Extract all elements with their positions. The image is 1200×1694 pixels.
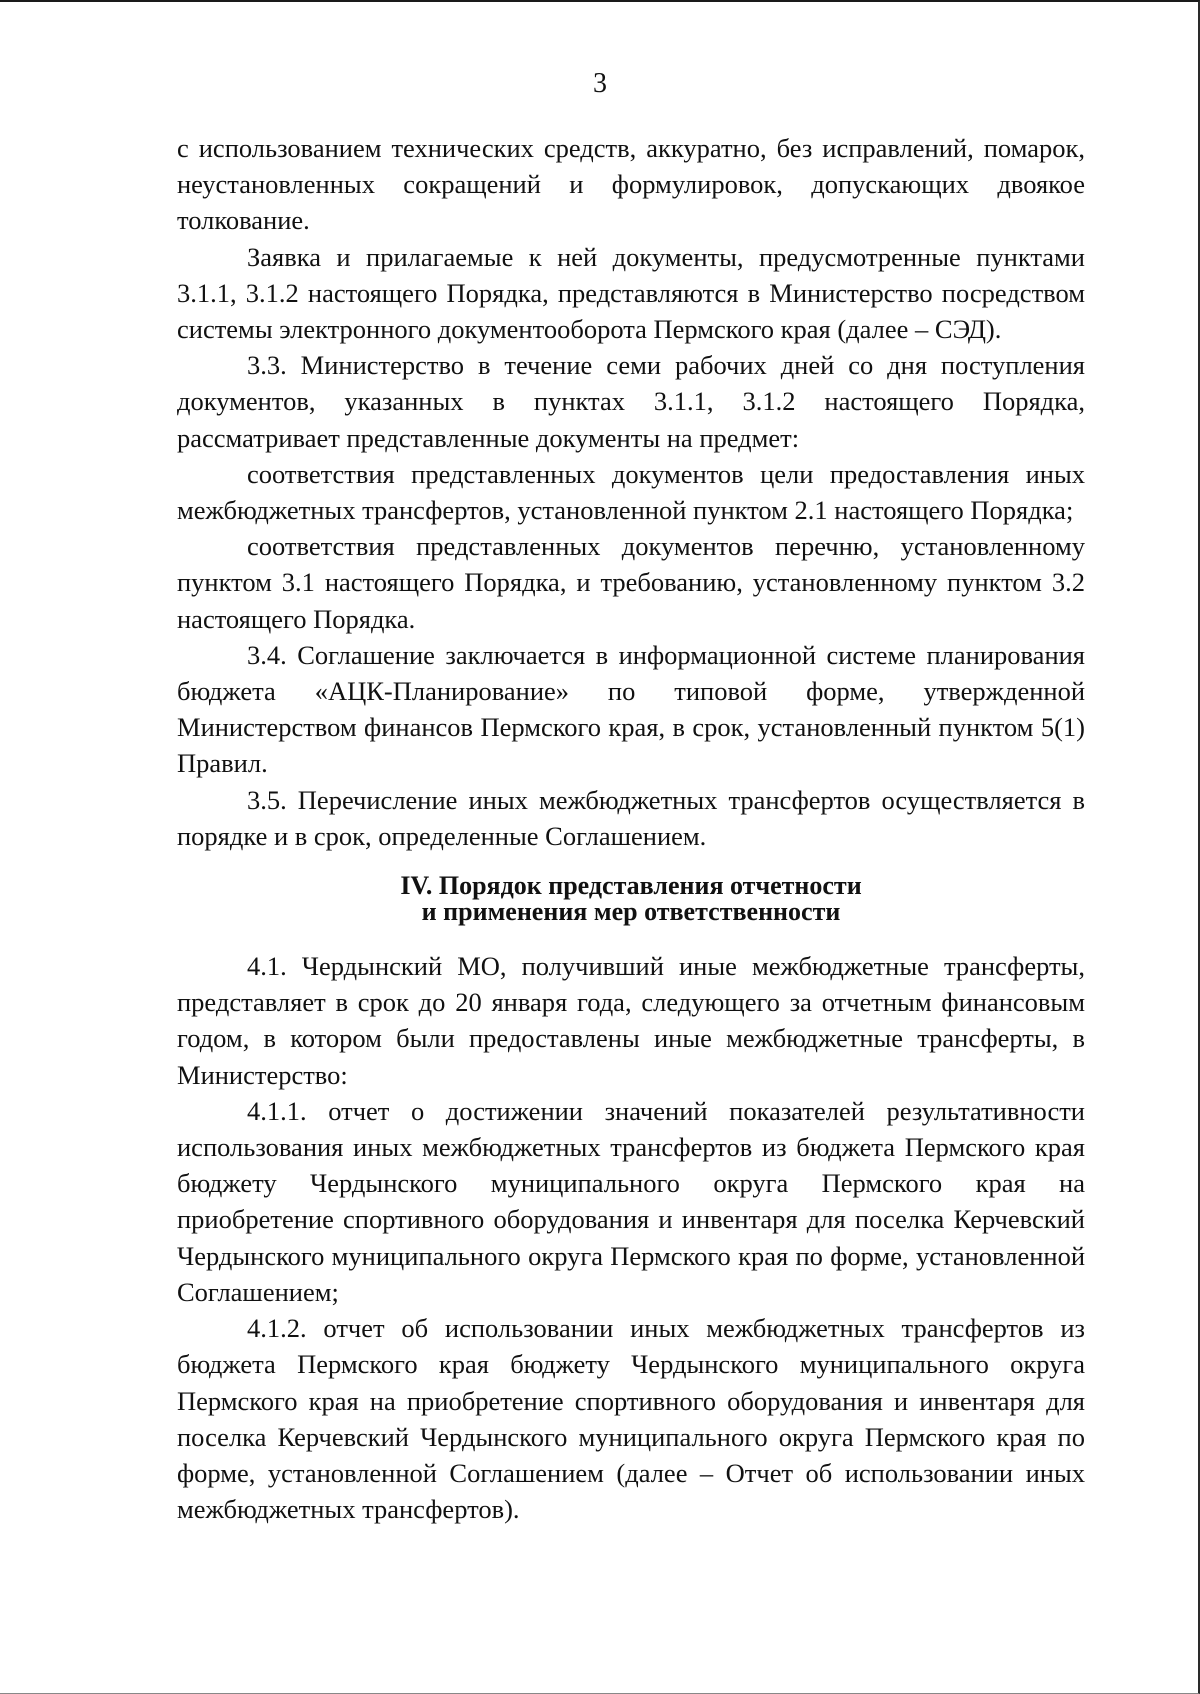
paragraph-application-documents: Заявка и прилагаемые к ней документы, предусмотренные пунктами 3.1.1, 3.1.2 настоящего Порядка, представляются в Министерство посредством системы электронного документооборота Пермского края (далее – СЭД).: [177, 241, 1085, 345]
section-heading-line-2: и применения мер ответственности: [421, 897, 841, 927]
paragraph-compliance-goal: соответствия представленных документов цели предоставления иных межбюджетных трансфертов, установленной пунктом 2.1 настоящего Порядка;: [177, 458, 1085, 526]
paragraph-continuation: с использованием технических средств, аккуратно, без исправлений, помарок, неустановленных сокращений и формулировок, допускающих двоякое толкование.: [177, 133, 1085, 236]
page-number: 3: [593, 68, 607, 99]
document-body: [177, 130, 1085, 1527]
paragraph-4-1: 4.1. Чердынский МО, получивший иные межбюджетные трансферты, представляет в срок до 20 января года, следующего за отчетным финансовым годом, в котором были предоставлены иные межбюджетные трансферты, в Министерство:: [177, 951, 1085, 1090]
paragraph-4-1-1: 4.1.1. отчет о достижении значений показателей результативности использования иных межбюджетных трансфертов из бюджета Пермского края бюджету Чердынского муниципального округа Пермского края на приобретение спортивного оборудования и инвентаря для поселка Керчевский Чердынского муниципального округа Пермского края по форме, установленной Соглашением;: [177, 1095, 1085, 1307]
paragraph-3-3: 3.3. Министерство в течение семи рабочих дней со дня поступления документов, указанных в пунктах 3.1.1, 3.1.2 настоящего Порядка, рассматривает представленные документы на предмет:: [177, 350, 1085, 453]
paragraph-3-4: 3.4. Соглашение заключается в информационной системе планирования бюджета «АЦК-Планирование» по типовой форме, утвержденной Министерством финансов Пермского края, в срок, установленный пунктом 5(1) Правил.: [177, 639, 1085, 779]
section-heading-line-1: IV. Порядок представления отчетности: [400, 871, 862, 901]
section-heading-iv: [177, 873, 1085, 925]
paragraph-3-5: 3.5. Перечисление иных межбюджетных трансфертов осуществляется в порядке и в срок, определенные Соглашением.: [177, 784, 1085, 851]
paragraph-4-1-2: 4.1.2. отчет об использовании иных межбюджетных трансфертов из бюджета Пермского края бюджету Чердынского муниципального округа Пермского края на приобретение спортивного оборудования и инвентаря для поселка Керчевский Чердынского муниципального округа Пермского края по форме, установленной Соглашением (далее – Отчет об использовании иных межбюджетных трансфертов).: [177, 1313, 1085, 1525]
paragraph-compliance-list: соответствия представленных документов перечню, установленному пунктом 3.1 настоящего Порядка, и требованию, установленному пунктом 3.2 настоящего Порядка.: [177, 531, 1085, 634]
